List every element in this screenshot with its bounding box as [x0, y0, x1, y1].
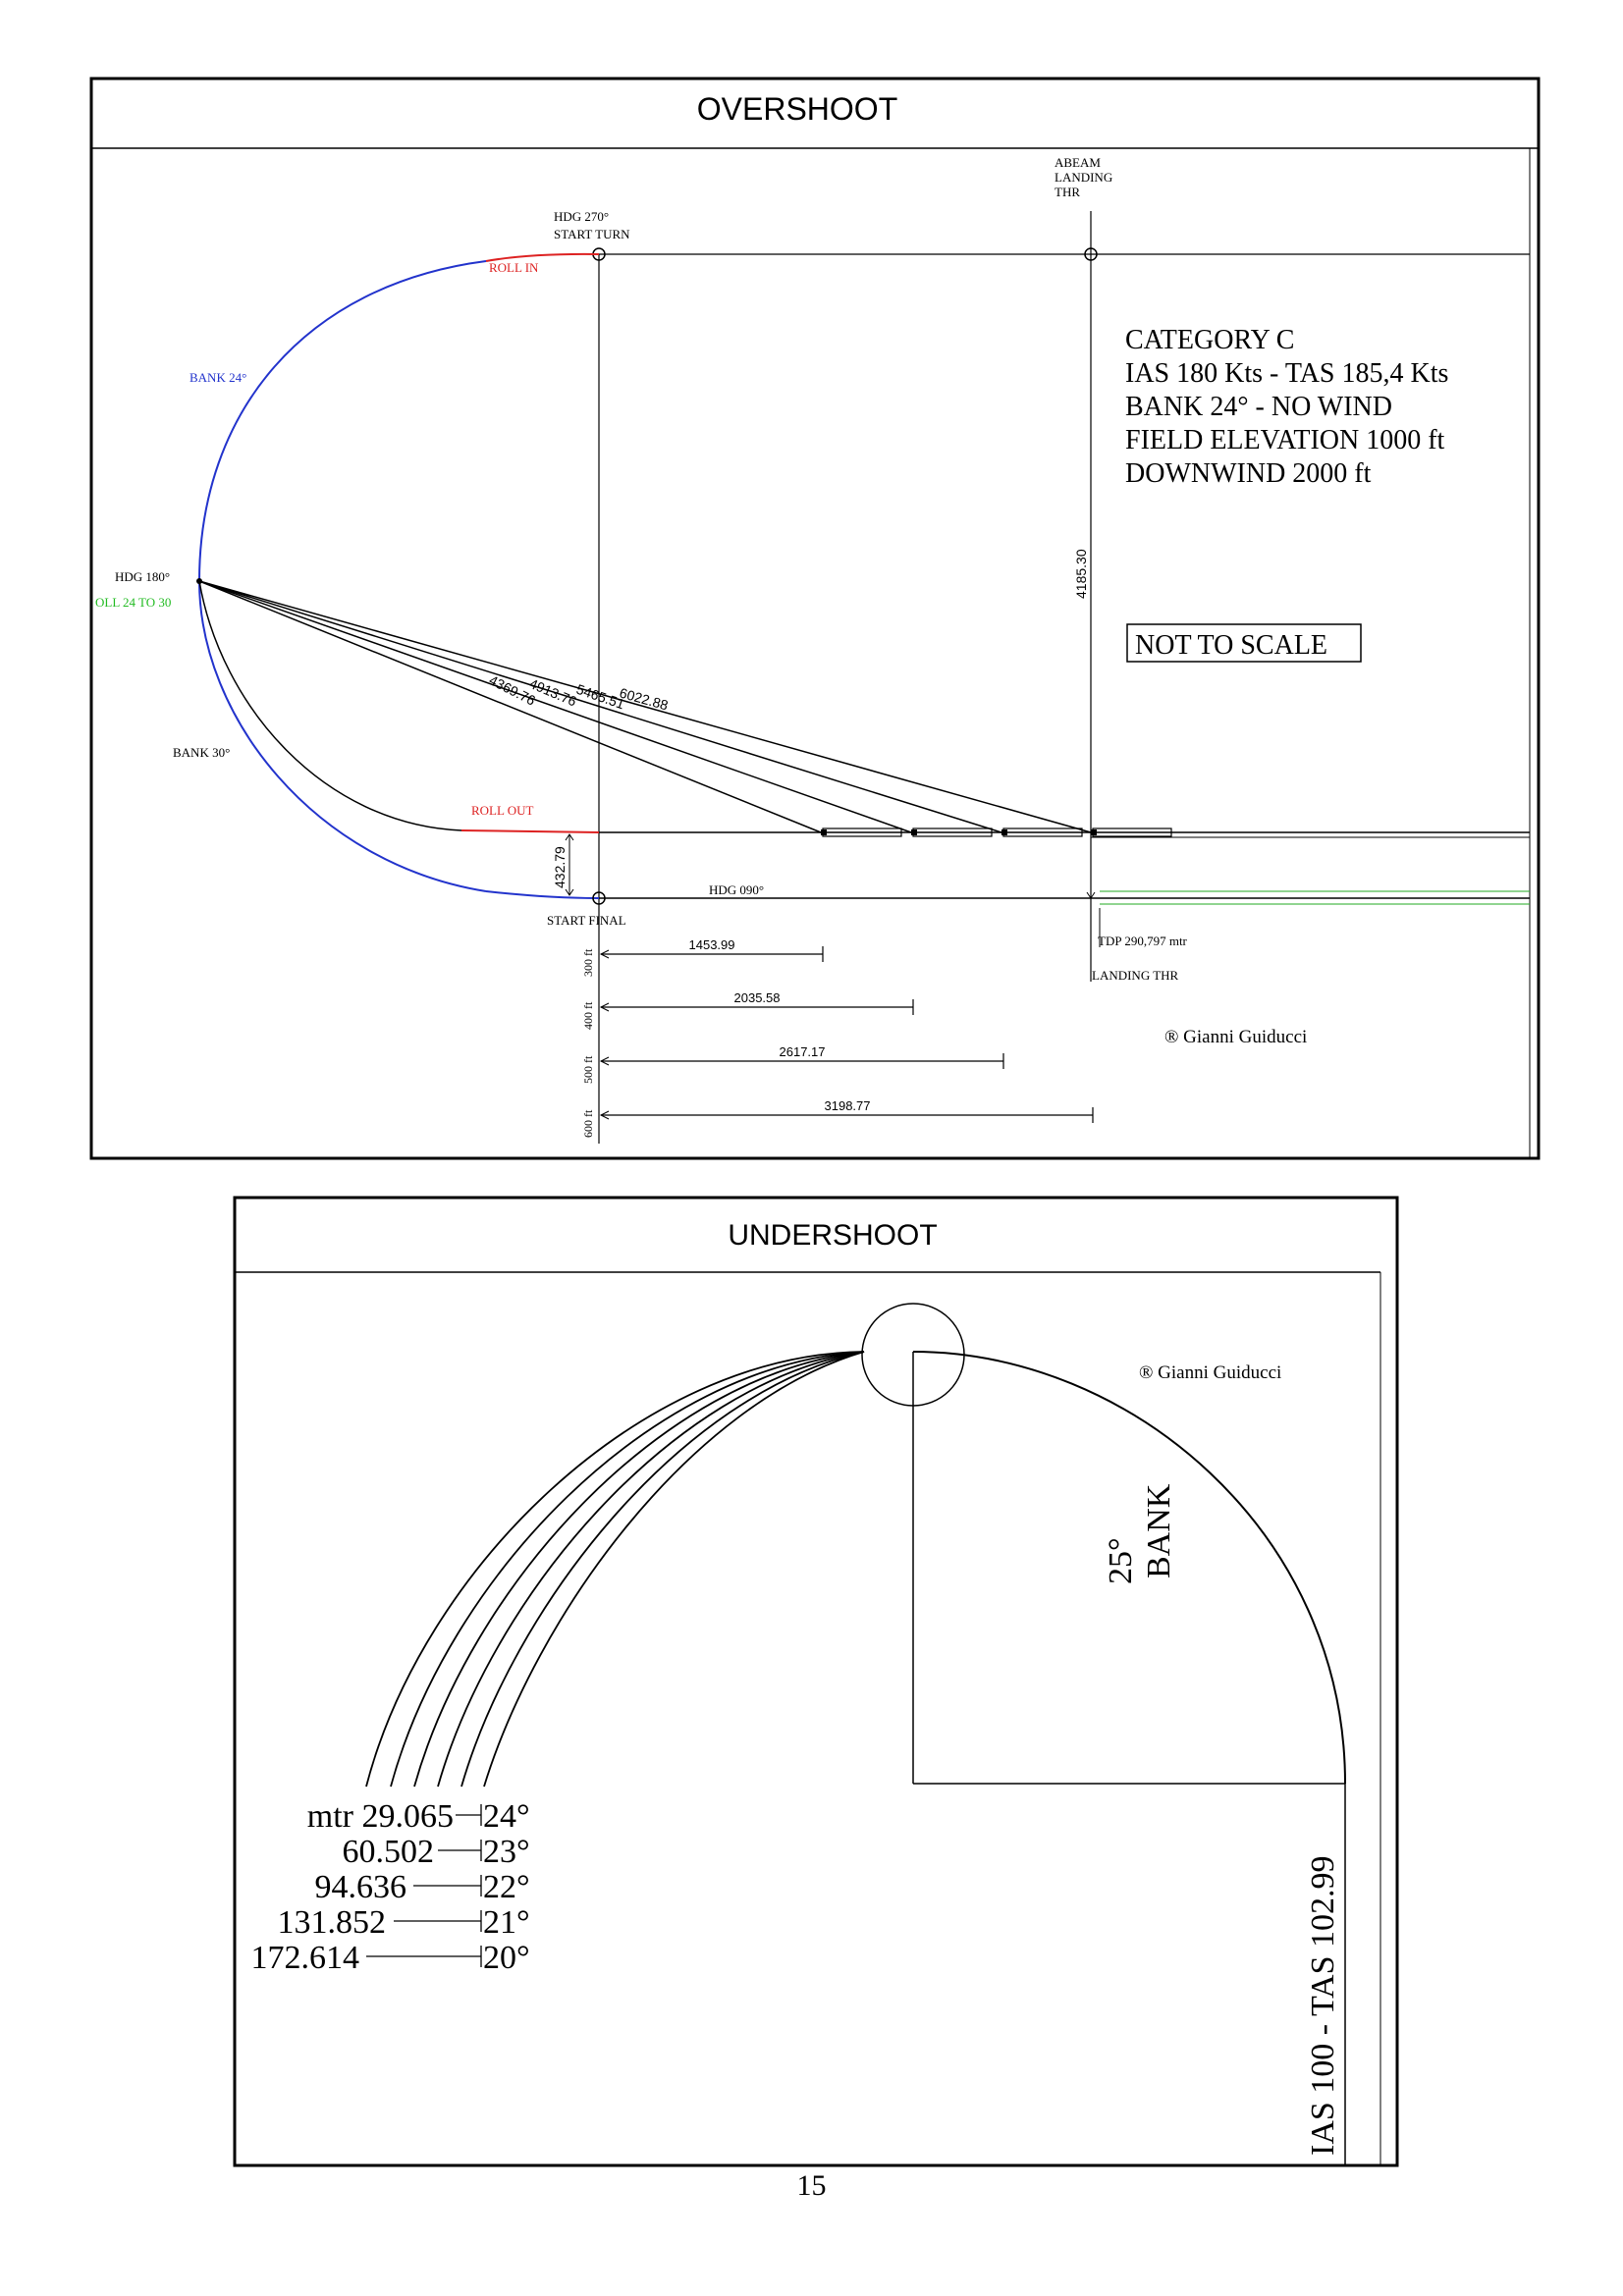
undershoot-copyright: ® Gianni Guiducci	[1139, 1362, 1282, 1383]
roll-in-label: ROLL IN	[489, 260, 539, 275]
info-line: CATEGORY C	[1125, 325, 1295, 355]
distance-list	[251, 1798, 530, 1976]
distance-height: 400 ft	[581, 1001, 595, 1030]
entry-deg: 20°	[483, 1940, 530, 1976]
distance-bars	[601, 946, 1093, 1123]
distance-arrowheads	[601, 950, 609, 1119]
entry-deg: 24°	[483, 1798, 530, 1835]
roll-out-arc	[461, 830, 599, 832]
overshoot-diagram	[91, 79, 1539, 1158]
entry-deg: 22°	[483, 1869, 530, 1905]
abeam-dimension-label: 4185.30	[1073, 549, 1089, 599]
final-join	[486, 891, 599, 898]
entry-dist: mtr 29.065	[306, 1798, 454, 1835]
distance-value: 3198.77	[824, 1098, 871, 1113]
undershoot-frame	[235, 1198, 1397, 2165]
overshoot-frame	[91, 79, 1539, 1158]
entry-dist: 94.636	[314, 1869, 406, 1905]
abeam-label-3: THR	[1055, 185, 1080, 199]
distance-height: 500 ft	[581, 1055, 595, 1084]
info-line: BANK 24° - NO WIND	[1125, 392, 1392, 422]
bank30-label: BANK 30°	[173, 745, 231, 760]
overshoot-title: OVERSHOOT	[696, 91, 898, 127]
landing-thr-arrow	[1087, 888, 1095, 898]
entry-dist: 172.614	[250, 1940, 359, 1976]
hdg270-label: HDG 270°	[554, 209, 610, 224]
distance-height: 600 ft	[581, 1109, 595, 1138]
overshoot-copyright: ® Gianni Guiducci	[1164, 1027, 1308, 1047]
roll-out-label: ROLL OUT	[471, 803, 534, 818]
entry-deg: 21°	[483, 1904, 530, 1941]
distance-value: 1453.99	[688, 937, 735, 952]
diag-label-4369: 4369.76	[486, 671, 538, 709]
hdg180-label: HDG 180°	[115, 569, 171, 584]
bank-word-label: BANK	[1141, 1483, 1177, 1578]
abeam-label-1: ABEAM	[1055, 155, 1101, 170]
offset-label: 432.79	[552, 846, 568, 888]
start-turn-label: START TURN	[554, 227, 630, 241]
entry-deg: 23°	[483, 1834, 530, 1870]
info-block	[1125, 325, 1448, 489]
hdg180-point	[196, 578, 202, 584]
distance-value: 2617.17	[779, 1044, 826, 1059]
landing-thr-label: LANDING THR	[1092, 968, 1179, 983]
entry-dist: 131.852	[277, 1904, 386, 1941]
bank-arc-family	[366, 1352, 864, 1787]
undershoot-title: UNDERSHOOT	[728, 1219, 938, 1252]
tdp-label: TDP 290,797 mtr	[1098, 934, 1187, 948]
entry-dist: 60.502	[342, 1834, 434, 1870]
bank-degree-label: 25°	[1103, 1537, 1139, 1584]
diag-label-4913: 4913.76	[526, 675, 579, 710]
info-line: FIELD ELEVATION 1000 ft	[1125, 425, 1445, 455]
roll-24-30-label: OLL 24 TO 30	[95, 595, 172, 610]
bank24-label: BANK 24°	[189, 370, 247, 385]
distance-height: 300 ft	[581, 948, 595, 977]
distance-value: 2035.58	[733, 990, 781, 1005]
speed-label: IAS 100 - TAS 102.99	[1305, 1855, 1341, 2156]
page-number: 15	[796, 2169, 827, 2202]
abeam-label-2: LANDING	[1055, 170, 1113, 185]
diag-label-5465: 5465.51	[574, 680, 627, 713]
not-to-scale-label: NOT TO SCALE	[1135, 630, 1328, 661]
bank24-arc	[199, 261, 486, 891]
info-line: DOWNWIND 2000 ft	[1125, 458, 1372, 489]
start-final-label: START FINAL	[547, 913, 626, 928]
diag-label-6022: 6022.88	[618, 684, 671, 714]
hdg090-label: HDG 090°	[709, 882, 765, 897]
info-line: IAS 180 Kts - TAS 185,4 Kts	[1125, 358, 1449, 389]
undershoot-diagram	[235, 1198, 1397, 2165]
